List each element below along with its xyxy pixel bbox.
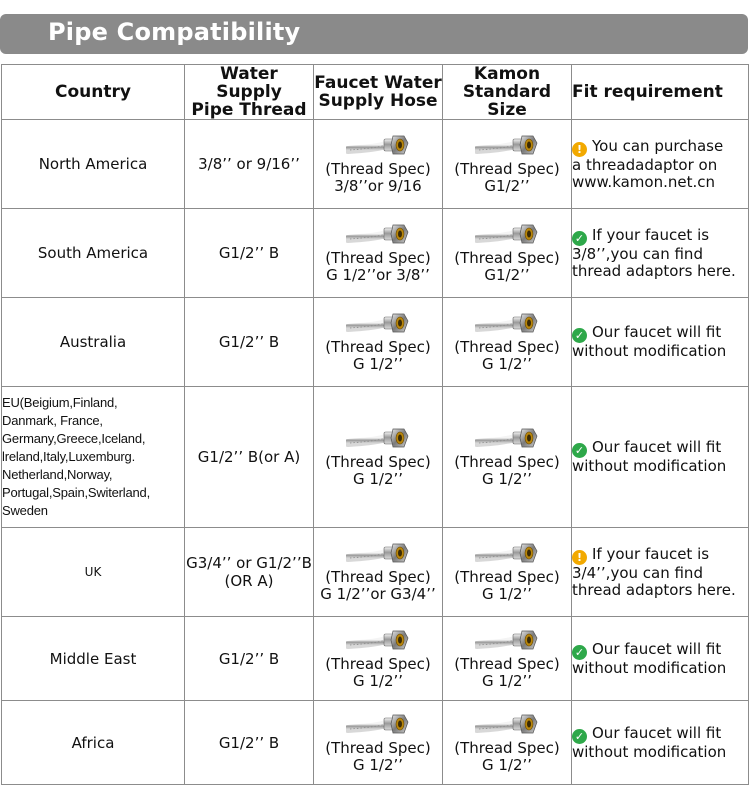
hose-cell: (Thread Spec) G 1/2’’ bbox=[314, 298, 443, 387]
warning-icon: ! bbox=[572, 142, 587, 157]
hose-image bbox=[475, 133, 539, 159]
thread-cell: G1/2’’ B bbox=[185, 617, 314, 701]
hose-image bbox=[346, 426, 410, 452]
table-row bbox=[2, 701, 749, 785]
fit-cell: ✓ Our faucet will fit without modification bbox=[572, 701, 749, 785]
hose-image bbox=[346, 222, 410, 248]
hose-image bbox=[346, 712, 410, 738]
table-row bbox=[2, 209, 749, 298]
hose-image bbox=[475, 222, 539, 248]
thread-cell: G1/2’’ B bbox=[185, 209, 314, 298]
check-icon: ✓ bbox=[572, 328, 587, 343]
title-bar bbox=[0, 14, 748, 54]
pipe-compatibility-table bbox=[1, 64, 749, 785]
hose-cell: (Thread Spec) G 1/2’’ bbox=[314, 701, 443, 785]
hose-image bbox=[475, 311, 539, 337]
hose-image bbox=[475, 628, 539, 654]
kamon-cell: (Thread Spec) G1/2’’ bbox=[443, 209, 572, 298]
hose-image bbox=[346, 311, 410, 337]
header-country: Country bbox=[2, 65, 185, 120]
hose-cell: (Thread Spec) G 1/2’’ bbox=[314, 617, 443, 701]
page-title: Pipe Compatibility bbox=[48, 18, 301, 46]
check-icon: ✓ bbox=[572, 729, 587, 744]
table-row bbox=[2, 298, 749, 387]
country-cell: Middle East bbox=[2, 617, 185, 701]
thread-cell: G1/2’’ B(or A) bbox=[185, 387, 314, 528]
table-row bbox=[2, 617, 749, 701]
hose-cell: (Thread Spec) 3/8’’or 9/16 bbox=[314, 120, 443, 209]
check-icon: ✓ bbox=[572, 645, 587, 660]
thread-cell: G1/2’’ B bbox=[185, 298, 314, 387]
fit-cell: ! You can purchase a threadadaptor on www.kamon.net.cn bbox=[572, 120, 749, 209]
hose-image bbox=[475, 541, 539, 567]
fit-cell: ✓ Our faucet will fit without modification bbox=[572, 298, 749, 387]
kamon-cell: (Thread Spec) G 1/2’’ bbox=[443, 701, 572, 785]
hose-image bbox=[346, 541, 410, 567]
country-cell: South America bbox=[2, 209, 185, 298]
kamon-cell: (Thread Spec) G 1/2’’ bbox=[443, 617, 572, 701]
header-row bbox=[2, 65, 749, 120]
kamon-cell: (Thread Spec) G 1/2’’ bbox=[443, 528, 572, 617]
fit-cell: ✓ Our faucet will fit without modification bbox=[572, 617, 749, 701]
header-water-supply: Water Supply Pipe Thread bbox=[185, 65, 314, 120]
hose-cell: (Thread Spec) G 1/2’’ bbox=[314, 387, 443, 528]
country-cell: North America bbox=[2, 120, 185, 209]
table-row bbox=[2, 528, 749, 617]
hose-cell: (Thread Spec) G 1/2’’or 3/8’’ bbox=[314, 209, 443, 298]
country-cell: Africa bbox=[2, 701, 185, 785]
fit-cell: ! If your faucet is 3/4’’,you can find thread adaptors here. bbox=[572, 528, 749, 617]
thread-cell: G3/4’’ or G1/2’’B (OR A) bbox=[185, 528, 314, 617]
hose-image bbox=[475, 426, 539, 452]
kamon-cell: (Thread Spec) G 1/2’’ bbox=[443, 387, 572, 528]
hose-image bbox=[475, 712, 539, 738]
warning-icon: ! bbox=[572, 550, 587, 565]
fit-cell: ✓ If your faucet is 3/8’’,you can find thread adaptors here. bbox=[572, 209, 749, 298]
header-kamon-size: Kamon Standard Size bbox=[443, 65, 572, 120]
table-row bbox=[2, 387, 749, 528]
check-icon: ✓ bbox=[572, 231, 587, 246]
check-icon: ✓ bbox=[572, 443, 587, 458]
header-supply-hose: Faucet Water Supply Hose bbox=[314, 65, 443, 120]
country-cell: UK bbox=[2, 528, 185, 617]
country-cell: Australia bbox=[2, 298, 185, 387]
fit-cell: ✓ Our faucet will fit without modification bbox=[572, 387, 749, 528]
country-cell: EU(Beigium,Finland, Danmark, France, Germany,Greece,Iceland, lreland,Italy,Luxemburg. Netherland,Norway, Portugal,Spain,Switerland, Sweden bbox=[2, 387, 185, 528]
thread-cell: G1/2’’ B bbox=[185, 701, 314, 785]
kamon-cell: (Thread Spec) G1/2’’ bbox=[443, 120, 572, 209]
hose-cell: (Thread Spec) G 1/2’’or G3/4’’ bbox=[314, 528, 443, 617]
hose-image bbox=[346, 628, 410, 654]
thread-cell: 3/8’’ or 9/16’’ bbox=[185, 120, 314, 209]
hose-image bbox=[346, 133, 410, 159]
kamon-cell: (Thread Spec) G 1/2’’ bbox=[443, 298, 572, 387]
header-fit-requirement: Fit requirement bbox=[572, 65, 749, 120]
table-row bbox=[2, 120, 749, 209]
